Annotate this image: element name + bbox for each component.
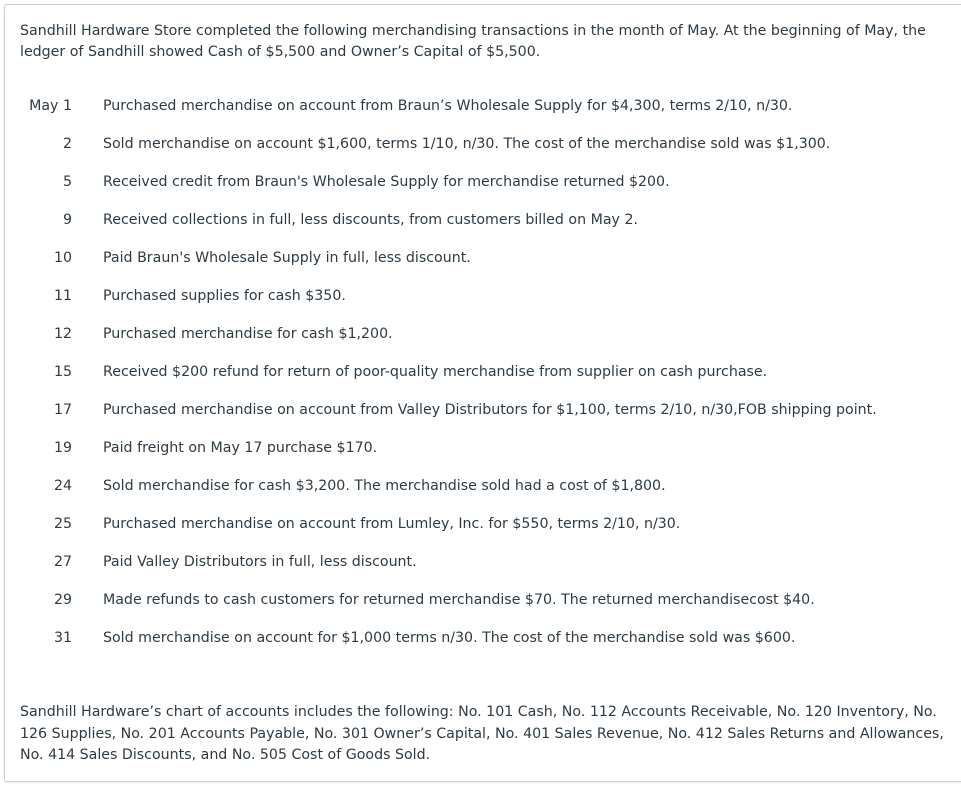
transaction-row [0, 353, 961, 391]
transaction-date: 11 [53, 288, 72, 304]
transaction-row [0, 543, 961, 581]
transaction-date: 25 [53, 516, 72, 532]
transaction-date: 27 [53, 554, 72, 570]
transaction-description: Sold merchandise on account for $1,000 terms n/30. The cost of the merchandise sold was $600. [103, 630, 796, 646]
transaction-description: Paid Braun's Wholesale Supply in full, less discount. [103, 250, 471, 266]
transaction-row [0, 391, 961, 429]
transaction-row [0, 239, 961, 277]
transaction-date: 24 [53, 478, 72, 494]
transaction-date: 29 [53, 592, 72, 608]
transaction-row [0, 505, 961, 543]
transaction-row [0, 581, 961, 619]
transaction-description: Purchased merchandise for cash $1,200. [103, 326, 393, 342]
transaction-description: Paid freight on May 17 purchase $170. [103, 440, 378, 456]
transaction-row [0, 277, 961, 315]
transaction-description: Purchased merchandise on account from Lumley, Inc. for $550, terms 2/10, n/30. [103, 516, 681, 532]
transaction-date: May 1 [29, 98, 72, 114]
transaction-date: 19 [53, 440, 72, 456]
transaction-description: Purchased merchandise on account from Valley Distributors for $1,100, terms 2/10, n/30,FOB shipping point. [103, 402, 877, 418]
transaction-row [0, 619, 961, 657]
transaction-description: Received credit from Braun's Wholesale Supply for merchandise returned $200. [103, 174, 670, 190]
transaction-date: 2 [62, 136, 72, 152]
transaction-date: 15 [53, 364, 72, 380]
problem-intro: Sandhill Hardware Store completed the following merchandising transactions in the month of May. At the beginning of May, the ledger of Sandhill showed Cash of $5,500 and Owner’s Capital of $5,500. [20, 23, 926, 60]
transaction-description: Made refunds to cash customers for returned merchandise $70. The returned merchandisecost $40. [103, 592, 815, 608]
transaction-date: 17 [53, 402, 72, 418]
transaction-row [0, 201, 961, 239]
transaction-date: 12 [53, 326, 72, 342]
transaction-row [0, 125, 961, 163]
transaction-description: Sold merchandise for cash $3,200. The merchandise sold had a cost of $1,800. [103, 478, 666, 494]
transaction-description: Paid Valley Distributors in full, less discount. [103, 554, 417, 570]
transaction-description: Purchased merchandise on account from Braun’s Wholesale Supply for $4,300, terms 2/10, n/30. [103, 98, 793, 114]
transaction-row [0, 87, 961, 125]
transaction-list [0, 87, 961, 657]
transaction-description: Purchased supplies for cash $350. [103, 288, 346, 304]
transaction-row [0, 163, 961, 201]
transaction-description: Sold merchandise on account $1,600, terms 1/10, n/30. The cost of the merchandise sold was $1,300. [103, 136, 831, 152]
transaction-date: 5 [62, 174, 72, 190]
transaction-description: Received $200 refund for return of poor-quality merchandise from supplier on cash purchase. [103, 364, 768, 380]
transaction-description: Received collections in full, less discounts, from customers billed on May 2. [103, 212, 638, 228]
transaction-row [0, 429, 961, 467]
chart-of-accounts-text: Sandhill Hardware’s chart of accounts includes the following: No. 101 Cash, No. 112 Accounts Receivable, No. 120 Inventory, No. 126 Supplies, No. 201 Accounts Payable, No. 301 Owner’s Capital, No. 401 Sales Revenue, No. 412 Sales Returns and Allowances, No. 414 Sales Discounts, and No. 505 Cost of Goods Sold. [20, 704, 944, 763]
transaction-date: 9 [62, 212, 72, 228]
transaction-date: 31 [53, 630, 72, 646]
transaction-row [0, 315, 961, 353]
transaction-date: 10 [53, 250, 72, 266]
transaction-row [0, 467, 961, 505]
